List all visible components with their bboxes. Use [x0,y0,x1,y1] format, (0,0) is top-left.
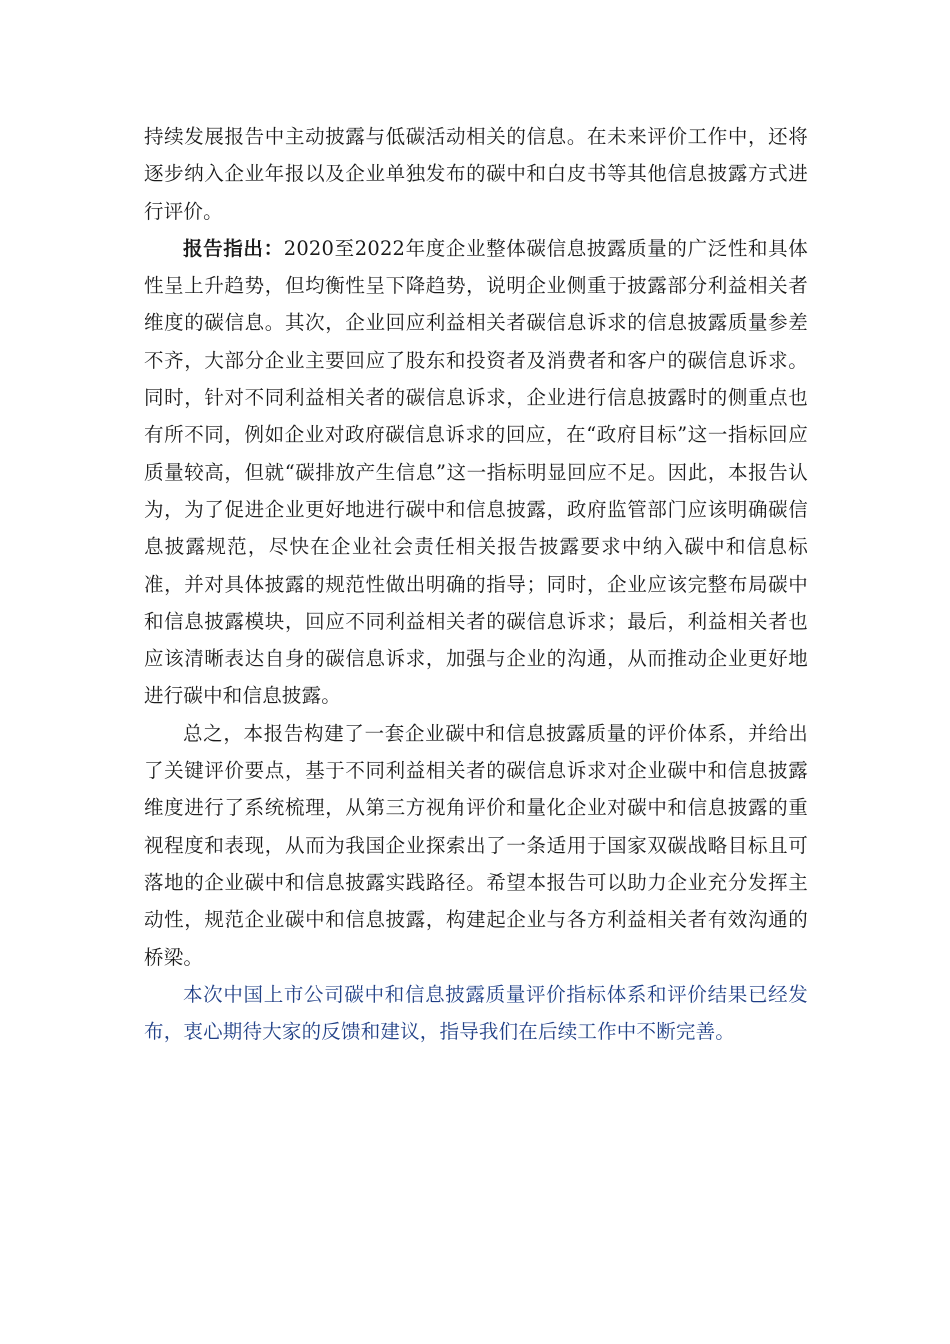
paragraph-text: 持续发展报告中主动披露与低碳活动相关的信息。在未来评价工作中，还将逐步纳入企业年报以及企业单独发布的碳中和白皮书等其他信息披露方式进行评价。 [144,125,808,223]
paragraph-continuation [144,118,808,230]
paragraph-summary [144,715,808,976]
paragraph-text: 2020至2022年度企业整体碳信息披露质量的广泛性和具体性呈上升趋势，但均衡性呈下降趋势，说明企业侧重于披露部分利益相关者维度的碳信息。其次，企业回应利益相关者碳信息诉求的信息披露质量参差不齐，大部分企业主要回应了股东和投资者及消费者和客户的碳信息诉求。同时，针对不同利益相关者的碳信息诉求，企业进行信息披露时的侧重点也有所不同，例如企业对政府碳信息诉求的回应，在“政府目标”这一指标回应质量较高，但就“碳排放产生信息”这一指标明显回应不足。因此，本报告认为，为了促进企业更好地进行碳中和信息披露，政府监管部门应该明确碳信息披露规范，尽快在企业社会责任相关报告披露要求中纳入碳中和信息标准，并对具体披露的规范性做出明确的指导；同时，企业应该完整布局碳中和信息披露模块，回应不同利益相关者的碳信息诉求；最后，利益相关者也应该清晰表达自身的碳信息诉求，加强与企业的沟通，从而推动企业更好地进行碳中和信息披露。 [144,236,808,708]
document-page [144,118,808,1050]
paragraph-lead: 报告指出： [183,236,284,260]
paragraph-closing-note [144,976,808,1051]
paragraph-report-findings [144,230,808,715]
paragraph-text: 总之，本报告构建了一套企业碳中和信息披露质量的评价体系，并给出了关键评价要点，基于不同利益相关者的碳信息诉求对企业碳中和信息披露维度进行了系统梳理，从第三方视角评价和量化企业对碳中和信息披露的重视程度和表现，从而为我国企业探索出了一条适用于国家双碳战略目标且可落地的企业碳中和信息披露实践路径。希望本报告可以助力企业充分发挥主动性，规范企业碳中和信息披露，构建起企业与各方利益相关者有效沟通的桥梁。 [144,721,808,969]
paragraph-text: 本次中国上市公司碳中和信息披露质量评价指标体系和评价结果已经发布，衷心期待大家的反馈和建议，指导我们在后续工作中不断完善。 [144,982,808,1044]
